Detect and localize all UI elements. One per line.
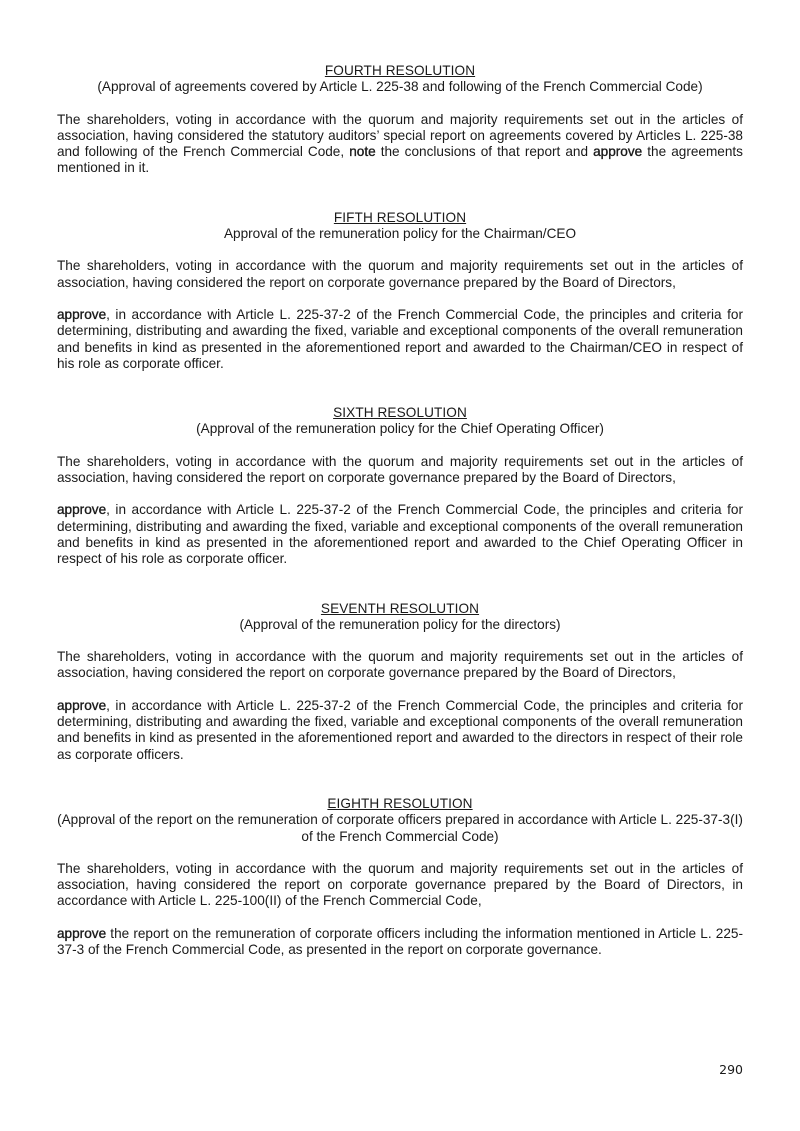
- fourth-resolution: [57, 63, 743, 177]
- paragraph-text: , in accordance with Article L. 225-37-2 of the French Commercial Code, the principles and criteria for determining, distributing and awarding the fixed, variable and exceptional components of the overall remuneration and benefits in kind as presented in the aforementioned report and awarded to the Chairman/CEO in respect of his role as corporate officer.: [57, 306, 743, 371]
- keyword-approve: approve: [57, 502, 107, 518]
- page-number: 290: [719, 1062, 743, 1077]
- resolution-title: SIXTH RESOLUTION: [333, 405, 467, 421]
- keyword-approve: approve: [57, 306, 107, 322]
- fifth-resolution: [57, 210, 743, 372]
- keyword-approve: approve: [593, 144, 643, 160]
- resolution-subtitle: (Approval of the remuneration policy for the directors): [239, 616, 561, 632]
- resolution-paragraph: [57, 307, 743, 372]
- document-page: [57, 63, 743, 958]
- resolution-title: FOURTH RESOLUTION: [324, 63, 476, 78]
- resolution-subtitle: (Approval of the report on the remuneration of corporate officers prepared in accordance with Article L. 225-37-3(I) of the French Commercial Code): [57, 812, 743, 844]
- resolution-paragraph: The shareholders, voting in accordance with the quorum and majority requirements set out in the articles of association, having considered the report on corporate governance prepared by the Board of Directors,: [57, 453, 743, 486]
- paragraph-text: the conclusions of that report and: [375, 144, 594, 160]
- seventh-resolution: [57, 601, 743, 763]
- sixth-resolution: [57, 405, 743, 567]
- keyword-note: note: [349, 144, 376, 160]
- keyword-approve: approve: [57, 697, 107, 713]
- resolution-subtitle: (Approval of the remuneration policy for the Chief Operating Officer): [196, 421, 604, 437]
- resolution-title: FIFTH RESOLUTION: [333, 209, 467, 225]
- eighth-resolution: [57, 796, 743, 958]
- paragraph-text: the report on the remuneration of corporate officers including the information mentioned in Article L. 225-37-3 of the French Commercial Code, as presented in the report on corporate governance.: [57, 925, 743, 957]
- resolution-paragraph: [57, 926, 743, 959]
- resolution-title: EIGHTH RESOLUTION: [327, 795, 473, 811]
- section-gap: [57, 763, 743, 796]
- paragraph-text: the agreements mentioned in it.: [57, 144, 743, 176]
- resolution-paragraph: [57, 698, 743, 763]
- resolution-paragraph: The shareholders, voting in accordance with the quorum and majority requirements set out in the articles of association, having considered the report on corporate governance prepared by the Board of Directors, in accordance with Article L. 225-100(II) of the French Commercial Code,: [57, 860, 743, 909]
- section-gap: [57, 372, 743, 405]
- paragraph-text: The shareholders, voting in accordance with the quorum and majority requirements set out in the articles of association, having considered the statutory auditors’ special report on agreements covered by Articles L. 225-38 and following of the French Commercial Code,: [57, 111, 743, 160]
- resolution-paragraph: [57, 502, 743, 567]
- resolution-title: SEVENTH RESOLUTION: [320, 600, 480, 616]
- resolution-subtitle: Approval of the remuneration policy for the Chairman/CEO: [223, 226, 577, 242]
- paragraph-text: , in accordance with Article L. 225-37-2 of the French Commercial Code, the principles and criteria for determining, distributing and awarding the fixed, variable and exceptional components of the overall remuneration and benefits in kind as presented in the aforementioned report and awarded to the Chief Operating Officer in respect of his role as corporate officer.: [57, 502, 743, 567]
- resolution-paragraph: [57, 112, 743, 177]
- paragraph-text: , in accordance with Article L. 225-37-2 of the French Commercial Code, the principles and criteria for determining, distributing and awarding the fixed, variable and exceptional components of the overall remuneration and benefits in kind as presented in the aforementioned report and awarded to the directors in respect of their role as corporate officers.: [57, 697, 743, 762]
- resolution-subtitle: (Approval of agreements covered by Article L. 225-38 and following of the French Commercial Code): [97, 79, 703, 95]
- section-gap: [57, 177, 743, 210]
- keyword-approve: approve: [57, 925, 107, 941]
- resolution-paragraph: The shareholders, voting in accordance with the quorum and majority requirements set out in the articles of association, having considered the report on corporate governance prepared by the Board of Directors,: [57, 258, 743, 290]
- resolution-paragraph: The shareholders, voting in accordance with the quorum and majority requirements set out in the articles of association, having considered the report on corporate governance prepared by the Board of Directors,: [57, 649, 743, 681]
- section-gap: [57, 568, 743, 601]
